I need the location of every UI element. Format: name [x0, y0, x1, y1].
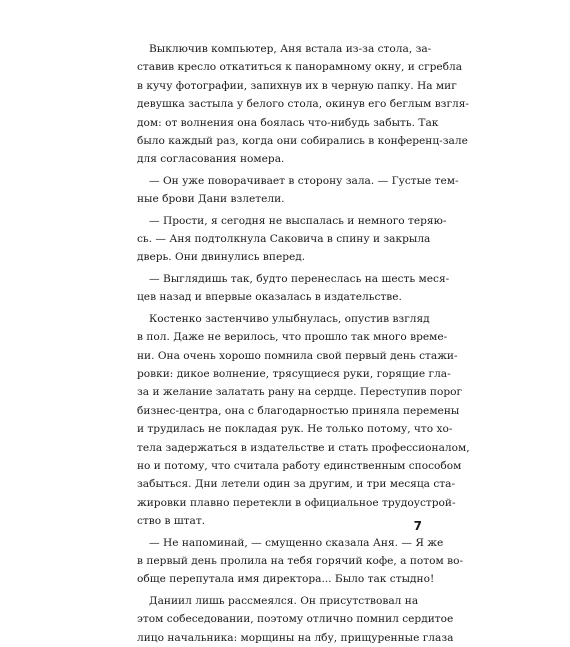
text-line: — Не напоминай, — смущенно сказала Аня. — Я же: [149, 536, 444, 549]
text-line: сь. — Аня подтолкнула Саковича в спину и закрыла: [137, 233, 431, 246]
text-line: бизнес-центра, она с благодарностью приняла перемены: [137, 404, 460, 417]
text-line: в кучу фотографии, запихнув их в черную папку. На миг: [137, 79, 457, 92]
text-line: Костенко застенчиво улыбнулась, опустив взгляд: [149, 312, 430, 325]
text-line: ство в штат.: [137, 515, 206, 528]
text-line: жировки плавно перетекли в официальное трудоустрой-: [137, 496, 456, 509]
text-line: обще перепутала имя директора... Было так стыдно!: [137, 573, 435, 586]
text-line: забыться. Дни летели один за другим, и три месяца ста-: [137, 478, 456, 491]
text-line: было каждый раз, когда они собирались в конференц-зале: [137, 135, 468, 148]
text-line: тела задержаться в издательстве и стать профессионалом,: [137, 441, 470, 454]
text-line: дверь. Они двинулись вперед.: [137, 251, 306, 264]
text-line: дом: от волнения она боялась что-нибудь забыть. Так: [137, 116, 439, 129]
text-line: за и желание залатать рану на сердце. Переступив порог: [137, 386, 463, 399]
text-line: для согласования номера.: [137, 153, 285, 166]
text-line: этом собеседовании, поэтому отлично помнил сердитое: [137, 613, 454, 626]
text-line: в первый день пролила на тебя горячий кофе, а потом во-: [137, 554, 464, 567]
text-line: Даниил лишь рассмеялся. Он присутствовал на: [149, 594, 419, 607]
text-line: — Он уже поворачивает в сторону зала. — Густые тем-: [149, 174, 459, 187]
text-line: — Выглядишь так, будто перенеслась на шесть меся-: [149, 272, 450, 285]
text-line: ставив кресло откатиться к панорамному окну, и сгребла: [137, 61, 463, 74]
text-line: девушка застыла у белого стола, окинув его беглым взгля-: [137, 98, 469, 111]
text-line: — Прости, я сегодня не выспалась и немного теряю-: [149, 214, 447, 227]
text-line: Выключив компьютер, Аня встала из-за стола, за-: [149, 43, 432, 55]
text-line: ни. Она очень хорошо помнила свой первый день стажи-: [137, 349, 458, 362]
text-line: ные брови Дани взлетели.: [137, 193, 285, 206]
page-number: 7: [413, 519, 422, 533]
text-line: лицо начальника: морщины на лбу, прищуренные глаза: [137, 631, 454, 644]
text-line: но и потому, что считала работу единственным способом: [137, 459, 462, 472]
text-line: ровки: дикое волнение, трясущиеся руки, горящие гла-: [137, 367, 451, 380]
body-text: [137, 40, 470, 647]
text-line: в пол. Даже не верилось, что прошло так много време-: [137, 331, 448, 344]
text-line: и трудилась не покладая рук. Не только потому, что хо-: [137, 423, 453, 436]
text-line: цев назад и впервые оказалась в издательстве.: [137, 291, 402, 304]
